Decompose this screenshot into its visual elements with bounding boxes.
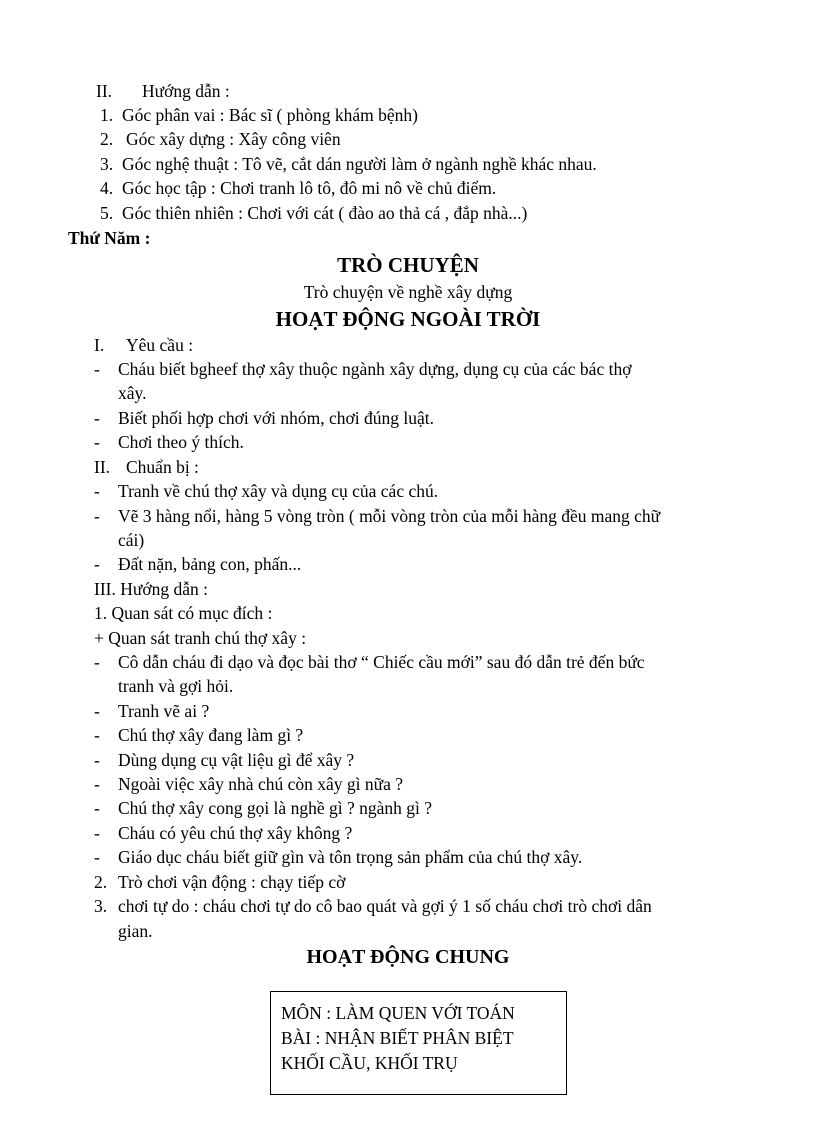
list-item: Cháu có yêu chú thợ xây không ? <box>118 823 353 843</box>
list-item-number: 4. <box>100 178 114 198</box>
section-heading: III. Hướng dẫn : <box>94 579 208 599</box>
list-item: Đất nặn, bảng con, phấn... <box>118 554 302 574</box>
list-item-number: 3. <box>100 154 114 174</box>
bullet-dash: - <box>94 554 100 574</box>
bullet-dash: - <box>94 701 100 721</box>
lesson-line-continuation: KHỐI CẦU, KHỐI TRỤ <box>281 1053 458 1073</box>
common-title: HOẠT ĐỘNG CHUNG <box>306 946 510 968</box>
list-item-continuation: xây. <box>118 383 147 403</box>
list-item: chơi tự do : cháu chơi tự do cô bao quát và gợi ý 1 số cháu chơi trò chơi dân <box>118 896 652 916</box>
subject-line: MÔN : LÀM QUEN VỚI TOÁN <box>281 1003 515 1023</box>
subject-box <box>270 991 567 1095</box>
list-item-number: 1. <box>100 105 114 125</box>
list-item: Chú thợ xây cong gọi là nghề gì ? ngành gì ? <box>118 798 432 818</box>
list-item: Góc thiên nhiên : Chơi với cát ( đào ao thả cá , đắp nhà...) <box>122 203 528 223</box>
bullet-dash: - <box>94 725 100 745</box>
subsection-heading: + Quan sát tranh chú thợ xây : <box>94 628 307 648</box>
list-item-number: 2. <box>94 872 108 892</box>
list-item: Chú thợ xây đang làm gì ? <box>118 725 304 745</box>
list-item: Chơi theo ý thích. <box>118 432 244 452</box>
list-item: Tranh vẽ ai ? <box>118 701 210 721</box>
list-item: Vẽ 3 hàng nổi, hàng 5 vòng tròn ( mỗi vòng tròn của mỗi hàng đều mang chữ <box>118 506 661 526</box>
list-item: Ngoài việc xây nhà chú còn xây gì nữa ? <box>118 774 404 794</box>
list-item: Cháu biết bgheef thợ xây thuộc ngành xây dựng, dụng cụ của các bác thợ <box>118 359 632 379</box>
section-number: II. <box>96 81 113 101</box>
talk-subtitle: Trò chuyện về nghề xây dựng <box>303 282 513 302</box>
list-item: Biết phối hợp chơi với nhóm, chơi đúng luật. <box>118 408 435 428</box>
section-heading: Yêu cầu : <box>126 335 194 355</box>
bullet-dash: - <box>94 847 100 867</box>
list-item-number: 5. <box>100 203 114 223</box>
list-item-number: 2. <box>100 129 114 149</box>
section-heading: Chuẩn bị : <box>126 457 199 477</box>
bullet-dash: - <box>94 652 100 672</box>
bullet-dash: - <box>94 823 100 843</box>
bullet-dash: - <box>94 506 100 526</box>
bullet-dash: - <box>94 750 100 770</box>
talk-title: TRÒ CHUYỆN <box>337 253 479 277</box>
list-item-continuation: gian. <box>118 921 153 941</box>
lesson-line: BÀI : NHẬN BIẾT PHÂN BIỆT <box>281 1028 514 1048</box>
list-item: Giáo dục cháu biết giữ gìn và tôn trọng sản phẩm của chú thợ xây. <box>118 847 583 867</box>
outdoor-title: HOẠT ĐỘNG NGOÀI TRỜI <box>275 307 541 331</box>
list-item-continuation: tranh và gợi hỏi. <box>118 676 234 696</box>
subsection-heading: 1. Quan sát có mục đích : <box>94 603 273 623</box>
day-label: Thứ Năm : <box>68 228 151 248</box>
bullet-dash: - <box>94 774 100 794</box>
bullet-dash: - <box>94 359 100 379</box>
list-item: Tranh về chú thợ xây và dụng cụ của các chú. <box>118 481 439 501</box>
list-item: Trò chơi vận động : chạy tiếp cờ <box>118 872 346 892</box>
list-item-number: 3. <box>94 896 108 916</box>
list-item-continuation: cái) <box>118 530 145 550</box>
list-item: Góc phân vai : Bác sĩ ( phòng khám bệnh) <box>122 105 418 125</box>
list-item: Góc học tập : Chơi tranh lô tô, đô mi nô về chủ điểm. <box>122 178 497 198</box>
bullet-dash: - <box>94 432 100 452</box>
section-number: II. <box>94 457 111 477</box>
bullet-dash: - <box>94 798 100 818</box>
list-item: Cô dẫn cháu đi dạo và đọc bài thơ “ Chiếc cầu mới” sau đó dẫn trẻ đến bức <box>118 652 645 672</box>
bullet-dash: - <box>94 408 100 428</box>
bullet-dash: - <box>94 481 100 501</box>
list-item: Góc nghệ thuật : Tô vẽ, cắt dán người làm ở ngành nghề khác nhau. <box>122 154 597 174</box>
list-item: Góc xây dựng : Xây công viên <box>126 129 341 149</box>
section-heading: Hướng dẫn : <box>142 81 230 101</box>
list-item: Dùng dụng cụ vật liệu gì để xây ? <box>118 750 355 770</box>
section-number: I. <box>94 335 105 355</box>
